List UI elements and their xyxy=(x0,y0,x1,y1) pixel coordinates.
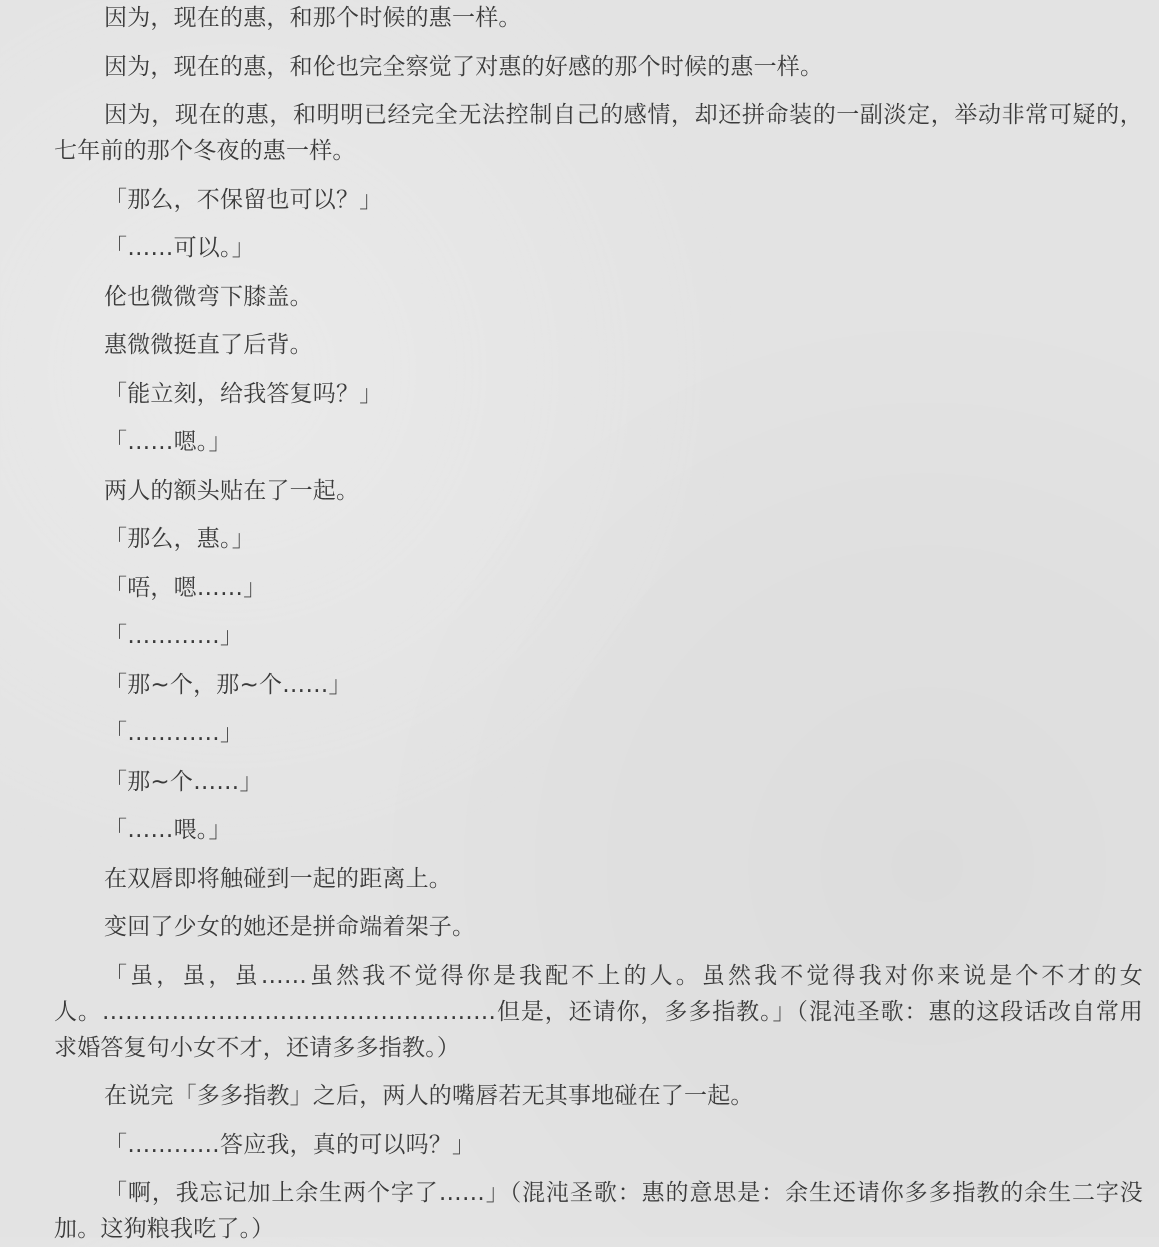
paragraph-8: 「能立刻，给我答复吗？」 xyxy=(104,380,383,407)
paragraph-10: 两人的额头贴在了一起。 xyxy=(104,477,360,504)
paragraph-15: 「…………」 xyxy=(104,720,244,746)
paragraph-22: 「…………答应我，真的可以吗？」 xyxy=(104,1131,476,1158)
paragraph-5: 「……可以。」 xyxy=(104,235,255,261)
paragraph-17: 「……喂。」 xyxy=(104,817,232,843)
paragraph-4: 「那么，不保留也可以？」 xyxy=(104,186,383,213)
paragraph-9: 「……嗯。」 xyxy=(104,429,232,455)
paragraph-11: 「那么，惠。」 xyxy=(104,526,255,552)
paragraph-18: 在双唇即将触碰到一起的距离上。 xyxy=(104,865,452,892)
paragraph-12: 「唔，嗯……」 xyxy=(104,574,267,601)
paragraph-16: 「那~个……」 xyxy=(104,768,263,795)
paragraph-3: 因为，现在的惠，和明明已经完全无法控制自己的感情，却还拼命装的一副淡定，举动非常可疑的，七年前的那个冬夜的惠一样。 xyxy=(54,102,1143,164)
paragraph-20: 「虽，虽，虽……虽然我不觉得你是我配不上的人。虽然我不觉得我对你来说是个不才的女人。……………………………………………但是，还请你，多多指教。」（混沌圣歌：惠的这段话改自常用求婚答复句小女不才，还请多多指教。） xyxy=(54,962,1143,1061)
paragraph-6: 伦也微微弯下膝盖。 xyxy=(104,283,313,310)
paragraph-21: 在说完「多多指教」之后，两人的嘴唇若无其事地碰在了一起。 xyxy=(104,1083,754,1109)
paragraph-13: 「…………」 xyxy=(104,623,244,649)
paragraph-19: 变回了少女的她还是拼命端着架子。 xyxy=(104,914,476,940)
paragraph-14: 「那~个，那~个……」 xyxy=(104,671,352,698)
paragraph-23: 「啊，我忘记加上余生两个字了……」（混沌圣歌：惠的意思是：余生还请你多多指教的余生二字没加。这狗粮我吃了。） xyxy=(54,1180,1143,1242)
paragraph-7: 惠微微挺直了后背。 xyxy=(104,332,313,358)
paragraph-2: 因为，现在的惠，和伦也完全察觉了对惠的好感的那个时候的惠一样。 xyxy=(104,53,824,80)
paragraph-1: 因为，现在的惠，和那个时候的惠一样。 xyxy=(104,5,522,31)
